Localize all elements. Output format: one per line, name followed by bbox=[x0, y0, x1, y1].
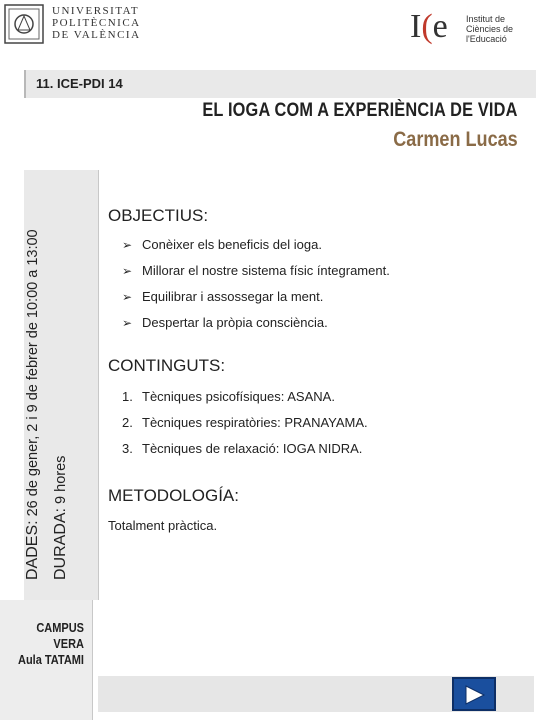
arrow-bullet-icon: ➢ bbox=[122, 290, 133, 304]
campus-line: Aula TATAMI bbox=[18, 653, 84, 667]
ice-logo-text bbox=[466, 14, 513, 44]
course-title: EL IOGA COM A EXPERIÈNCIA DE VIDA bbox=[202, 100, 518, 121]
ice-line: l'Educació bbox=[466, 34, 507, 44]
dates-info bbox=[24, 170, 42, 580]
arrow-bullet-icon: ➢ bbox=[122, 316, 133, 330]
upv-seal-icon bbox=[4, 4, 44, 44]
next-slide-button[interactable] bbox=[452, 677, 496, 711]
continguts-heading: CONTINGUTS: bbox=[108, 356, 226, 375]
campus-line: CAMPUS bbox=[36, 621, 84, 635]
course-code-bar bbox=[24, 70, 536, 98]
upv-line: DE VALÈNCIA bbox=[52, 29, 141, 41]
objectius-heading: OBJECTIUS: bbox=[108, 206, 209, 225]
upv-logo-text bbox=[52, 5, 141, 41]
header-logos bbox=[0, 0, 540, 60]
upv-logo bbox=[4, 4, 141, 48]
instructor-name: Carmen Lucas bbox=[393, 128, 518, 151]
upv-line: UNIVERSITAT bbox=[52, 5, 140, 17]
campus-line: VERA bbox=[53, 637, 84, 651]
metodologia-text: Totalment pràctica. bbox=[108, 518, 218, 533]
arrow-bullet-icon: ➢ bbox=[122, 238, 133, 252]
arrow-bullet-icon: ➢ bbox=[122, 264, 133, 278]
course-code: 11. ICE-PDI 14 bbox=[36, 76, 123, 91]
ice-line: Ciències de bbox=[466, 24, 514, 34]
ice-logo-mark: I(e bbox=[410, 8, 448, 45]
duration-label: DURADA: bbox=[52, 507, 69, 580]
upv-line: POLITÈCNICA bbox=[52, 17, 141, 29]
ice-line: Institut de bbox=[466, 14, 506, 24]
campus-location bbox=[18, 620, 84, 668]
play-next-icon bbox=[464, 685, 486, 705]
dates-value: 26 de gener, 2 i 9 de febrer de 10:00 a 13:00 bbox=[25, 229, 41, 517]
dates-label: DADES: bbox=[24, 520, 41, 580]
duration-value: 9 hores bbox=[53, 455, 69, 504]
campus-box bbox=[0, 600, 93, 720]
duration-info bbox=[52, 260, 70, 580]
ice-logo bbox=[410, 10, 536, 50]
metodologia-heading: METODOLOGÍA: bbox=[108, 486, 239, 505]
